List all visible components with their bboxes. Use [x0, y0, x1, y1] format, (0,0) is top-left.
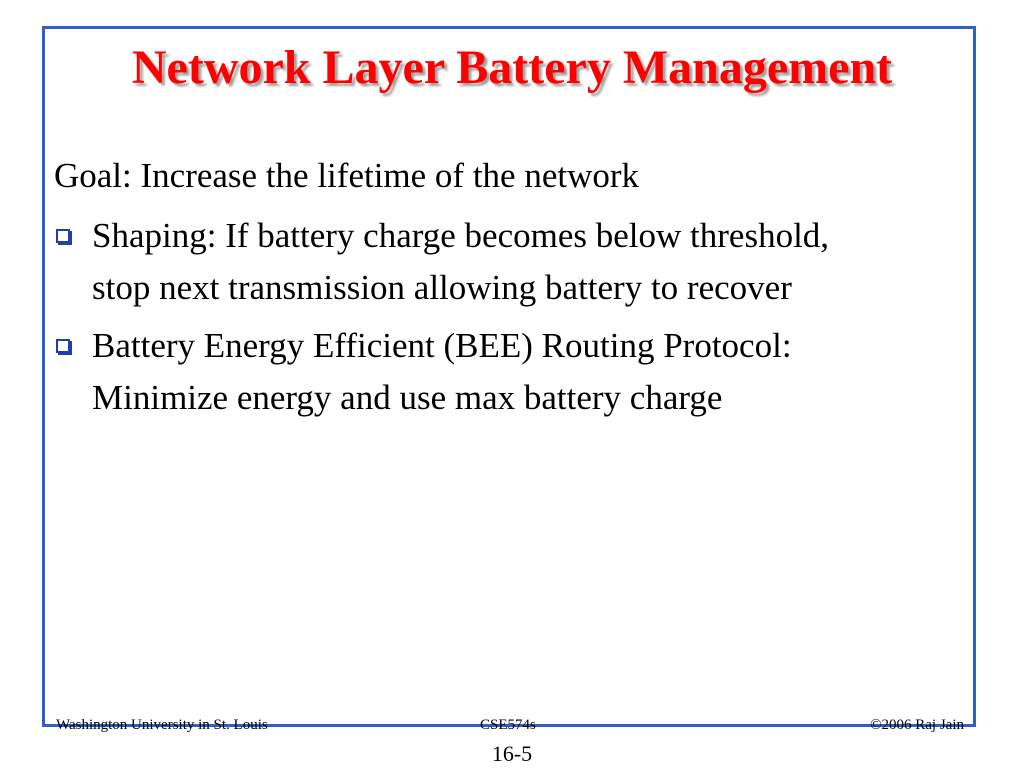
bullet-list — [54, 210, 954, 430]
page-number: 16-5 — [491, 741, 533, 766]
footer-course: CSE574s — [480, 717, 536, 733]
bullet-text-line: Minimize energy and use max battery charge — [92, 378, 723, 417]
goal-statement: Goal: Increase the lifetime of the network — [54, 156, 640, 195]
bullet-item-shaping — [54, 210, 954, 314]
bullet-text-line: Battery Energy Efficient (BEE) Routing Protocol: — [92, 326, 792, 365]
slide-title: Network Layer Battery Management — [131, 41, 893, 94]
bullet-text-line: Shaping: If battery charge becomes below threshold, — [92, 216, 830, 255]
bullet-item-bee-routing — [54, 320, 954, 424]
footer-copyright: ©2006 Raj Jain — [870, 717, 964, 733]
bullet-text-line: stop next transmission allowing battery to recover — [92, 268, 792, 307]
hollow-square-bullet-icon — [56, 229, 70, 243]
hollow-square-bullet-icon — [56, 339, 70, 353]
footer-institution: Washington University in St. Louis — [56, 717, 268, 733]
